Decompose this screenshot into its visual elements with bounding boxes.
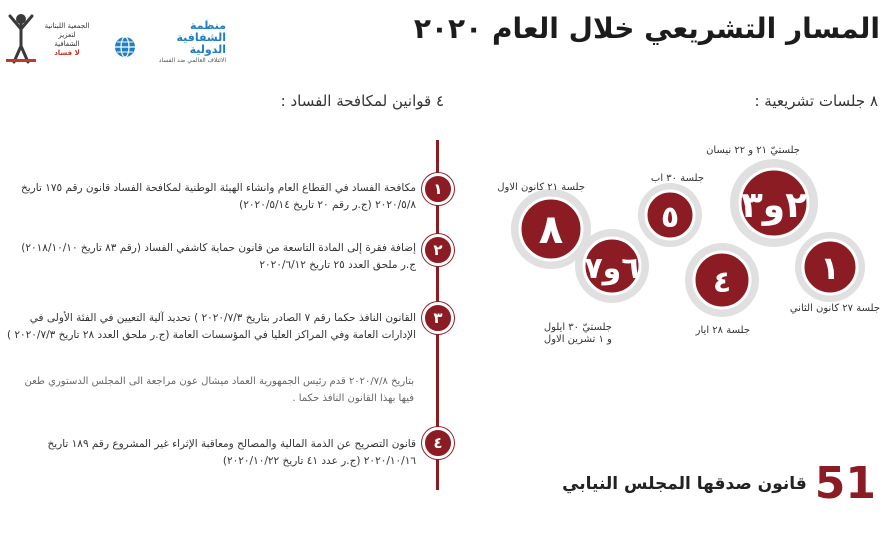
association-line-2: لتعزيز (58, 31, 76, 39)
law-3-appeal-note: بتاريخ ٢٠٢٠/٧/٨ قدم رئيس الجمهورية العماد ميشال عون مراجعة الى المجلس الدستوري طعن فيها بهذا القانون النافذ حكما . (24, 376, 414, 404)
law-text-1: مكافحة الفساد في القطاع العام وانشاء الهيئة الوطنية لمكافحة الفساد قانون رقم ١٧٥ تاريخ ٢٠٢٠/٥/٨ (ج.ر رقم ٢٠ تاريخ ٢٠٢٠/٥/١٤) (20, 182, 416, 211)
session-label-1: جلسة ٢٧ كانون الثاني (789, 303, 880, 314)
session-number-2-3: ٢و٣ (740, 185, 808, 226)
law-number-3: ٣ (422, 302, 454, 334)
session-number-6-7: ٦و٧ (584, 251, 640, 286)
law-text-4: قانون التصريح عن الذمة المالية والمصالح ومعاقبة الإثراء غير المشروع رقم ١٨٩ تاريخ ٢٠٢٠/١٠/١٦ (ج.ر عدد ٤١ تاريخ ٢٠٢٠/١٠/٢٢) (47, 438, 416, 467)
session-label-4: جلسة ٢٨ ايار (695, 325, 750, 336)
globe-icon (114, 36, 136, 58)
ti-logo-text (138, 20, 226, 65)
session-label-5: جلسة ٣٠ اب (650, 173, 704, 184)
association-line-3: الشفافية (54, 40, 80, 48)
law-number-4: ٤ (422, 427, 454, 459)
logos (6, 8, 226, 66)
session-number-4: ٤ (712, 265, 732, 300)
session-label-6-7-line-1: جلستيّ ٣٠ ايلول (543, 322, 612, 333)
ti-subtitle: الائتلاف العالمي ضد الفساد (158, 57, 226, 64)
laws-passed-text: قانون صدقها المجلس النيابي (562, 474, 807, 494)
association-figure-icon (6, 12, 36, 64)
laws-passed-number: 51 (814, 458, 876, 509)
ti-name-line-1: منظمة (189, 19, 226, 32)
laws-heading: ٤ قوانين لمكافحة الفساد : (280, 92, 444, 110)
session-number-8: ٨ (538, 207, 564, 253)
law-text-3: القانون النافذ حكما رقم ٧ الصادر بتاريخ ٢٠٢٠/٧/٣ ) تحديد آلية التعيين في الفئة الأولى في الإدارات العامة وفي المراكز العليا في المؤسسات العامة (ج.ر ملحق العدد ٢٨ تاريخ ٢٠٢٠/٧/٣ ) (6, 312, 416, 341)
session-number-5: ٥ (660, 200, 680, 235)
session-label-8: جلسة ٢١ كانون الاول (497, 182, 585, 193)
session-label-6-7-line-2: و ١ تشرين الاول (543, 334, 612, 345)
association-line-1: الجمعية اللبنانية (44, 22, 90, 30)
ti-name-line-2: الشفافية الدولية (176, 31, 226, 56)
page-title: المسار التشريعي خلال العام ٢٠٢٠ (413, 12, 880, 45)
laws-passed-summary (562, 458, 876, 509)
session-number-1: ١ (820, 249, 840, 287)
association-logo-text (38, 22, 96, 58)
law-number-1: ١ (422, 173, 454, 205)
law-number-2: ٢ (422, 234, 454, 266)
sessions-heading: ٨ جلسات تشريعية : (754, 92, 878, 110)
session-label-6-7 (544, 322, 612, 346)
session-label-2-3: جلستيّ ٢١ و ٢٢ نيسان (706, 145, 800, 156)
association-line-4: لا فساد (54, 49, 80, 57)
law-text-2: إضافة فقرة إلى المادة التاسعة من قانون حماية كاشفي الفساد (رقم ٨٣ تاريخ ٢٠١٨/١٠/١٠) ج.ر ملحق العدد ٢٥ تاريخ ٢٠٢٠/٦/١٢ (21, 242, 416, 271)
